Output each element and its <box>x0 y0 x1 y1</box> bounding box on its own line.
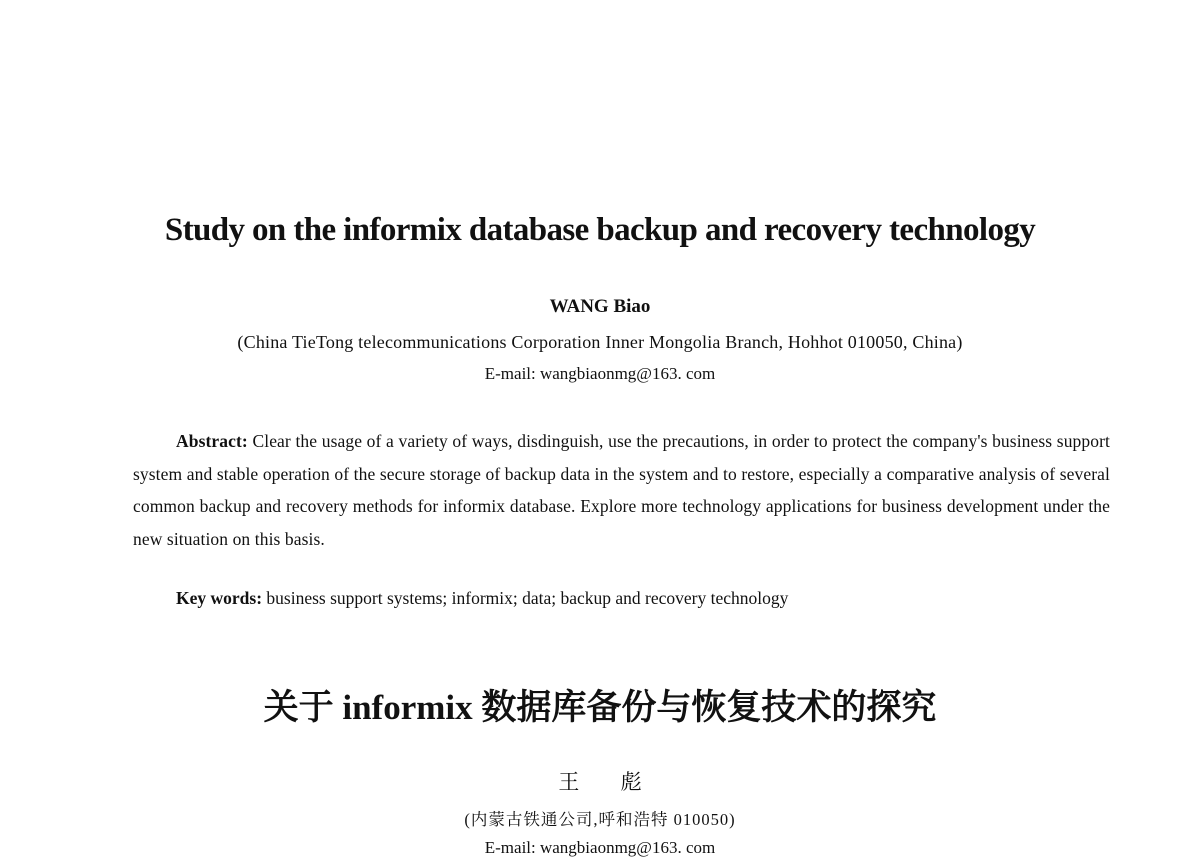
abstract-text: Clear the usage of a variety of ways, disdinguish, use the precautions, in order to protect the company's business support system and stable operation of the secure storage of backup data in the system and to restore, especially a comparative analysis of several common backup and recovery methods for informix database. Explore more technology applications for business development under the new situation on this basis. <box>133 431 1110 549</box>
english-author: WANG Biao <box>549 296 651 317</box>
abstract-label: Abstract: <box>176 431 248 451</box>
chinese-title: 关于 informix 数据库备份与恢复技术的探究 <box>263 688 937 727</box>
chinese-affiliation: (内蒙古铁通公司,呼和浩特 010050) <box>464 810 736 829</box>
english-title: Study on the informix database backup and recovery technology <box>164 212 1036 248</box>
english-keywords <box>176 588 788 609</box>
english-abstract <box>133 425 1110 555</box>
chinese-email: E-mail: wangbiaonmg@163. com <box>484 838 716 857</box>
keywords-text: business support systems; informix; data; backup and recovery technology <box>262 588 789 608</box>
english-affiliation: (China TieTong telecommunications Corporation Inner Mongolia Branch, Hohhot 010050, China) <box>237 332 963 352</box>
chinese-author: 王 彪 <box>558 770 660 794</box>
keywords-label: Key words: <box>176 588 263 608</box>
english-email: E-mail: wangbiaonmg@163. com <box>484 364 716 383</box>
